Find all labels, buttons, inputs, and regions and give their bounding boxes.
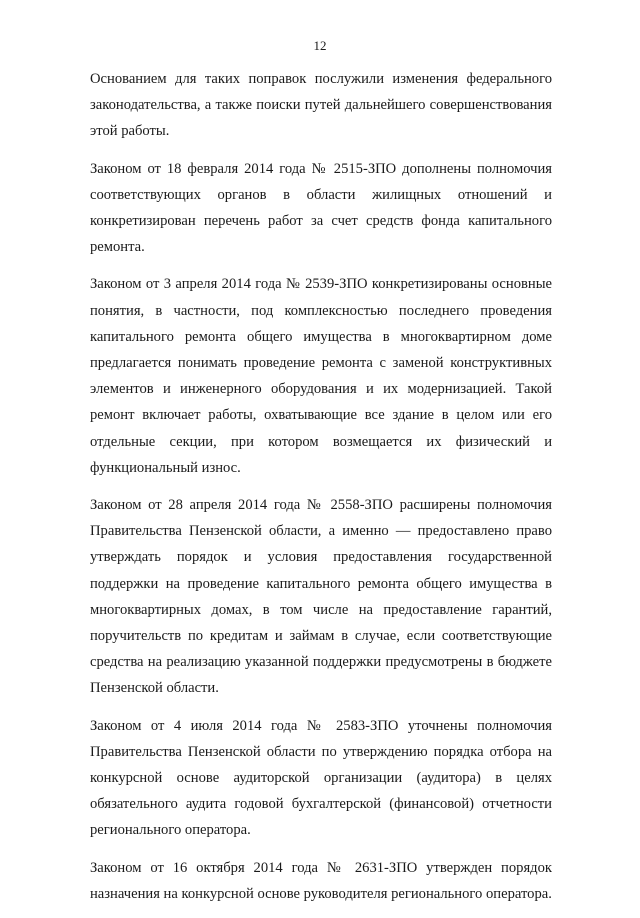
document-body [90, 66, 552, 918]
paragraph-law-2583: Законом от 4 июля 2014 года № 2583-ЗПО уточнены полномочия Правительства Пензенской области по утверждению порядка отбора на конкурсной основе аудиторской организации (аудитора) в целях обязательного аудита годовой бухгалтерской (финансовой) отчетности регионального оператора. [90, 717, 552, 839]
paragraph-law-2558: Законом от 28 апреля 2014 года № 2558-ЗПО расширены полномочия Правительства Пензенской области, а именно — предоставлено право утверждать порядок и условия предоставления государственной поддержки на проведение капитального ремонта общего имущества в многоквартирных домах, в том числе на предоставление гарантий, поручительств по кредитам и займам в случае, если соответствующие средства на реализацию указанной поддержки предусмотрены в бюджете Пензенской области. [90, 497, 552, 697]
paragraph-law-2631: Законом от 16 октября 2014 года № 2631-ЗПО утвержден порядок назначения на конкурсной основе руководителя регионального оператора. [90, 859, 552, 902]
paragraph-law-2515: Законом от 18 февраля 2014 года № 2515-ЗПО дополнены полномочия соответствующих органов в области жилищных отношений и конкретизирован перечень работ за счет средств фонда капитального ремонта. [90, 160, 552, 256]
paragraph-basis: Основанием для таких поправок послужили изменения федерального законодательства, а также поиски путей дальнейшего совершенствования этой работы. [90, 71, 552, 140]
paragraph-law-2539: Законом от 3 апреля 2014 года № 2539-ЗПО конкретизированы основные понятия, в частности, под комплексностью последнего проведения капитального ремонта общего имущества в многоквартирном доме предлагается понимать проведение ремонта с заменой конструктивных элементов и инженерного оборудования и их модернизацией. Такой ремонт включает работы, охватывающие все здание в целом или его отдельные секции, при котором возмещается их физический и функциональный износ. [90, 276, 552, 476]
page-number: 12 [313, 38, 327, 53]
